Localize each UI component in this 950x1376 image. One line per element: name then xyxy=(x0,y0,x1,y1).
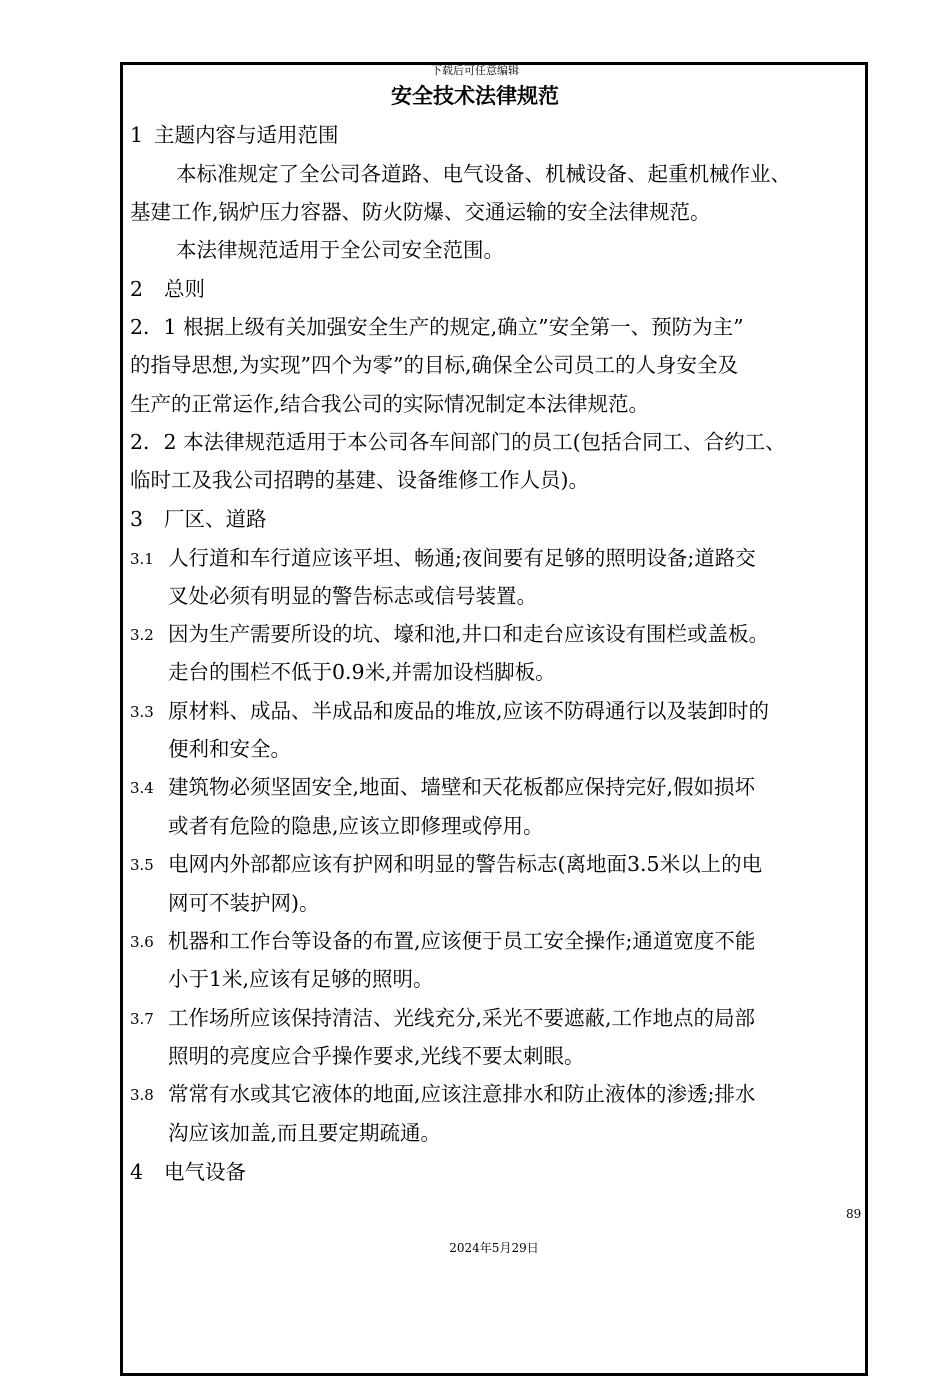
list-item xyxy=(130,1004,755,1033)
item-text: 建筑物必须坚固安全,地面、墙壁和天花板都应保持完好,假如损坏 xyxy=(168,775,756,799)
section-number: 4 xyxy=(130,1160,144,1184)
item-continuation: 小于1米,应该有足够的照明。 xyxy=(168,967,434,991)
item-number: 3.2 xyxy=(130,626,154,644)
section-number: 2 xyxy=(130,277,144,301)
section-number: 1 xyxy=(130,123,144,147)
item-text: 电网内外部都应该有护网和明显的警告标志(离地面3.5米以上的电 xyxy=(168,852,763,876)
list-item xyxy=(130,927,755,956)
section-title: 总则 xyxy=(164,277,205,301)
item-text: 机器和工作台等设备的布置,应该便于员工安全操作;通道宽度不能 xyxy=(168,929,756,953)
item-continuation: 叉处必须有明显的警告标志或信号装置。 xyxy=(168,584,537,608)
section-number: 3 xyxy=(130,507,144,531)
item-text: 原材料、成品、半成品和废品的堆放,应该不防碍通行以及装卸时的 xyxy=(168,699,770,723)
document-title: 安全技术法律规范 xyxy=(391,83,559,108)
paragraph-line: 基建工作,锅炉压力容器、防火防爆、交通运输的安全法律规范。 xyxy=(130,200,711,224)
paragraph-line: 生产的正常运作,结合我公司的实际情况制定本法律规范。 xyxy=(130,392,650,416)
list-item xyxy=(130,697,769,726)
paragraph-line: 2．1 根据上级有关加强安全生产的规定,确立”安全第一、预防为主” xyxy=(130,315,744,339)
item-number: 3.8 xyxy=(130,1086,154,1104)
item-text: 常常有水或其它液体的地面,应该注意排水和防止液体的渗透;排水 xyxy=(168,1082,756,1106)
footer-date: 2024年5月29日 xyxy=(449,1241,539,1255)
section-title: 电气设备 xyxy=(164,1160,246,1184)
section-title: 主题内容与适用范围 xyxy=(154,123,339,147)
paragraph-line: 本标准规定了全公司各道路、电气设备、机械设备、起重机械作业、 xyxy=(176,162,791,186)
item-continuation: 沟应该加盖,而且要定期疏通。 xyxy=(168,1121,442,1145)
section-2-heading xyxy=(130,275,205,303)
page-number: 89 xyxy=(846,1207,862,1221)
paragraph-line: 2．2 本法律规范适用于本公司各车间部门的员工(包括合同工、合约工、 xyxy=(130,430,786,454)
item-number: 3.4 xyxy=(130,779,154,797)
section-3-heading xyxy=(130,505,267,533)
paragraph-line: 临时工及我公司招聘的基建、设备维修工作人员)。 xyxy=(130,468,589,492)
section-4-heading xyxy=(130,1158,246,1186)
header-note: 下载后可任意编辑 xyxy=(431,64,519,77)
item-continuation: 走台的围栏不低于0.9米,并需加设档脚板。 xyxy=(168,660,556,684)
list-item xyxy=(130,544,756,573)
item-number: 3.5 xyxy=(130,856,154,874)
item-text: 人行道和车行道应该平坦、畅通;夜间要有足够的照明设备;道路交 xyxy=(168,546,756,570)
list-item xyxy=(130,773,755,802)
item-continuation: 网可不装护网)。 xyxy=(168,891,320,915)
item-text: 工作场所应该保持清洁、光线充分,采光不要遮蔽,工作地点的局部 xyxy=(168,1006,756,1030)
item-number: 3.6 xyxy=(130,933,154,951)
section-title: 厂区、道路 xyxy=(164,507,267,531)
item-continuation: 便利和安全。 xyxy=(168,737,291,761)
item-text: 因为生产需要所设的坑、壕和池,井口和走台应该设有围栏或盖板。 xyxy=(168,622,770,646)
paragraph-line: 的指导思想,为实现”四个为零”的目标,确保全公司员工的人身安全及 xyxy=(130,353,738,377)
item-number: 3.7 xyxy=(130,1010,154,1028)
item-continuation: 照明的亮度应合乎操作要求,光线不要太刺眼。 xyxy=(168,1044,585,1068)
paragraph-line: 本法律规范适用于全公司安全范围。 xyxy=(176,238,504,262)
item-number: 3.3 xyxy=(130,703,154,721)
list-item xyxy=(130,620,769,649)
list-item xyxy=(130,1080,755,1109)
item-continuation: 或者有危险的隐患,应该立即修理或停用。 xyxy=(168,814,544,838)
item-number: 3.1 xyxy=(130,550,154,568)
section-1-heading xyxy=(130,121,339,149)
list-item xyxy=(130,850,762,879)
